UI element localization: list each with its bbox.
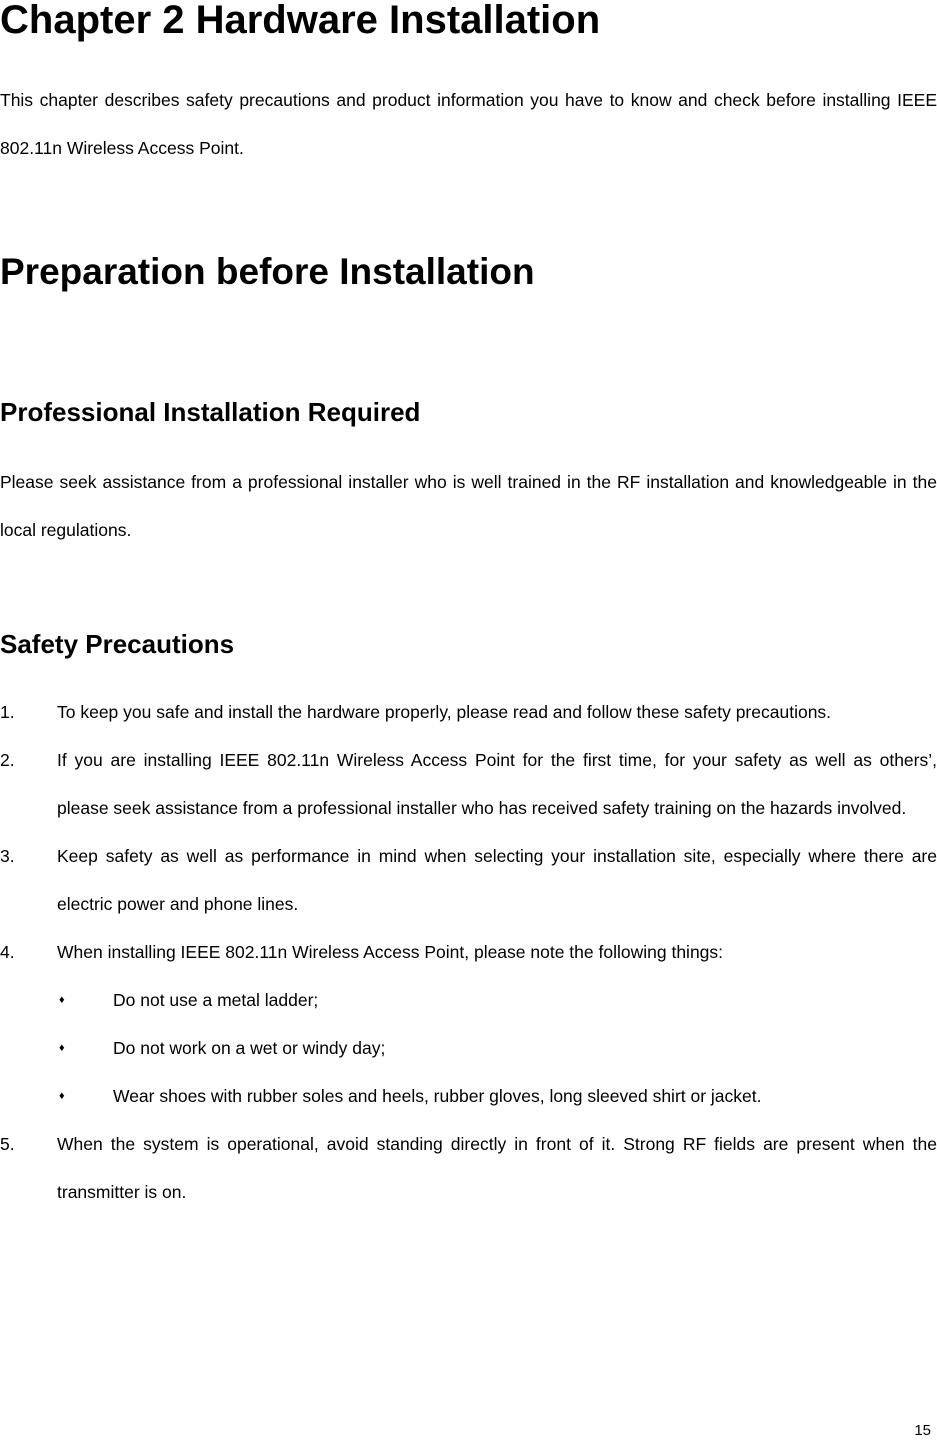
diamond-bullet-icon: ♦ — [59, 994, 65, 1006]
chapter-title: Chapter 2 Hardware Installation — [0, 0, 601, 42]
list-item-text: To keep you safe and install the hardware properly, please read and follow these safety precautions. — [57, 702, 832, 722]
list-item-number: 3. — [0, 846, 15, 866]
list-item-text: When installing IEEE 802.11n Wireless Access Point, please note the following things: — [57, 942, 724, 962]
diamond-bullet-icon: ♦ — [59, 1090, 65, 1102]
safety-precautions-heading: Safety Precautions — [0, 629, 235, 659]
list-item-number: 1. — [0, 702, 15, 722]
list-item-text: When the system is operational, avoid standing directly in front of it. Strong RF fields are present when the transmitter is on. — [57, 1134, 937, 1202]
professional-installation-heading: Professional Installation Required — [0, 397, 421, 427]
list-item-text: Keep safety as well as performance in mind when selecting your installation site, especially where there are electric power and phone lines. — [57, 846, 937, 914]
list-item-number: 2. — [0, 750, 15, 770]
list-item — [0, 832, 937, 928]
list-item-text: If you are installing IEEE 802.11n Wireless Access Point for the first time, for your safety as well as others’, please seek assistance from a professional installer who has received safety training on the hazards involved. — [57, 750, 937, 818]
list-item — [0, 688, 937, 736]
bullet-text: Do not work on a wet or windy day; — [113, 1038, 386, 1058]
list-item — [0, 1120, 937, 1216]
list-item-number: 4. — [0, 942, 15, 962]
bullet-item — [57, 976, 937, 1024]
bullet-text: Wear shoes with rubber soles and heels, rubber gloves, long sleeved shirt or jacket. — [113, 1086, 762, 1106]
installation-notes-bullets — [57, 976, 937, 1120]
list-item — [0, 928, 937, 1120]
list-item-number: 5. — [0, 1134, 15, 1154]
diamond-bullet-icon: ♦ — [59, 1042, 65, 1054]
safety-precautions-list — [0, 688, 937, 1216]
preparation-heading: Preparation before Installation — [0, 251, 535, 292]
bullet-item — [57, 1072, 937, 1120]
bullet-item — [57, 1024, 937, 1072]
list-item — [0, 736, 937, 832]
page-number: 15 — [914, 1422, 931, 1439]
professional-installation-paragraph: Please seek assistance from a professional installer who is well trained in the RF installation and knowledgeable in the local regulations. — [0, 472, 937, 540]
bullet-text: Do not use a metal ladder; — [113, 990, 319, 1010]
intro-paragraph: This chapter describes safety precautions and product information you have to know and check before installing IEEE 802.11n Wireless Access Point. — [0, 90, 937, 158]
